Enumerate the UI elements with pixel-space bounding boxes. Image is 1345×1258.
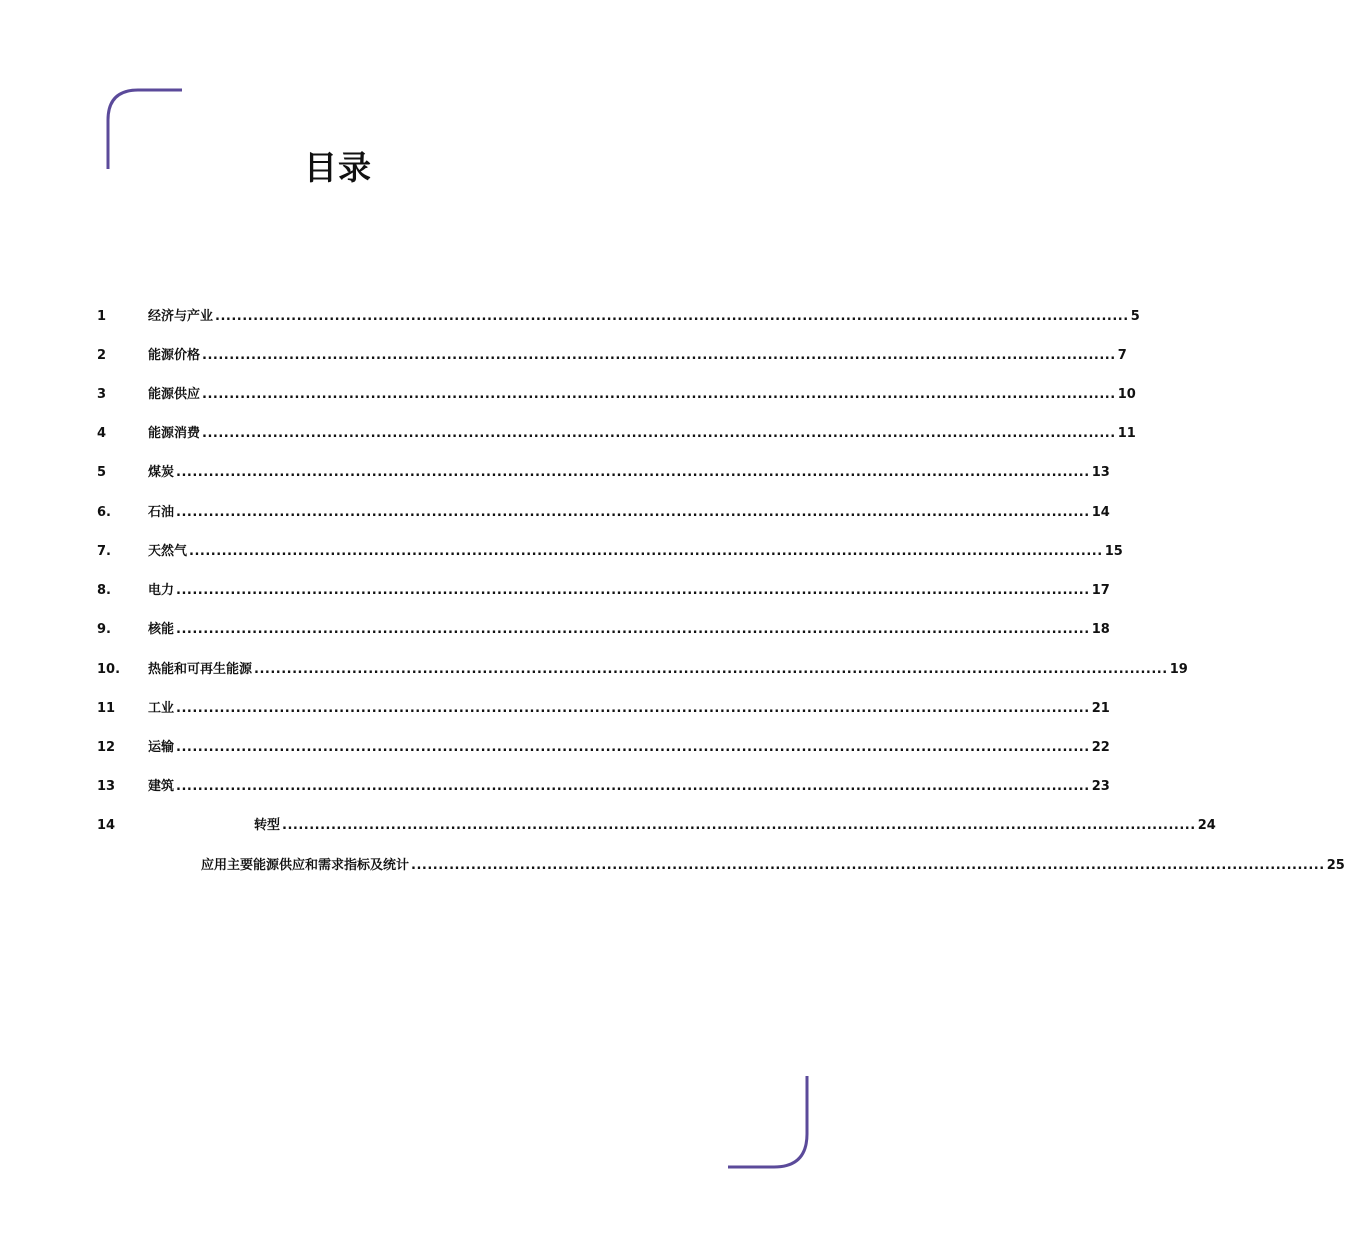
toc-leader-dots: ........................................................................................................................................................................ bbox=[202, 426, 1116, 441]
toc-entry-11[interactable] bbox=[0, 699, 1110, 719]
toc-title: 石油 bbox=[148, 505, 175, 520]
toc-leader-dots: ........................................................................................................................................................................ bbox=[189, 544, 1103, 559]
toc-leader-dots: ........................................................................................................................................................................ bbox=[282, 818, 1196, 833]
toc-page-number: 17 bbox=[1091, 583, 1110, 598]
toc-leader-dots: ........................................................................................................................................................................ bbox=[215, 309, 1129, 324]
toc-title: 工业 bbox=[148, 701, 175, 716]
toc-entry-8[interactable] bbox=[0, 581, 1110, 601]
toc-number: 13 bbox=[97, 779, 116, 794]
toc-page-number: 19 bbox=[1169, 662, 1188, 677]
toc-entry-5[interactable] bbox=[0, 463, 1110, 483]
toc-title: 建筑 bbox=[148, 779, 175, 794]
toc-entry-3[interactable] bbox=[0, 385, 1136, 405]
toc-leader-dots: ........................................................................................................................................................................ bbox=[176, 701, 1090, 716]
toc-entry-6[interactable] bbox=[0, 503, 1110, 523]
toc-entry-appendix[interactable] bbox=[0, 856, 1345, 876]
toc-title: 经济与产业 bbox=[148, 309, 214, 324]
toc-title: 运输 bbox=[148, 740, 175, 755]
toc-number: 3 bbox=[97, 387, 107, 402]
toc-page-number: 22 bbox=[1091, 740, 1110, 755]
toc-entry-13[interactable] bbox=[0, 777, 1110, 797]
toc-leader-dots: ........................................................................................................................................................................ bbox=[176, 505, 1090, 520]
toc-number: 4 bbox=[97, 426, 107, 441]
toc-entry-14[interactable] bbox=[0, 816, 1216, 836]
toc-number: 12 bbox=[97, 740, 116, 755]
toc-number: 14 bbox=[97, 818, 116, 833]
toc-number: 11 bbox=[97, 701, 116, 716]
toc-leader-dots: ........................................................................................................................................................................ bbox=[176, 583, 1090, 598]
toc-leader-dots: ........................................................................................................................................................................ bbox=[176, 465, 1090, 480]
toc-title: 核能 bbox=[148, 622, 175, 637]
toc-number: 9. bbox=[97, 622, 111, 637]
toc-leader-dots: ........................................................................................................................................................................ bbox=[411, 858, 1325, 873]
toc-number: 2 bbox=[97, 348, 107, 363]
corner-decoration-bottom-right bbox=[728, 1076, 810, 1170]
toc-number: 8. bbox=[97, 583, 111, 598]
toc-page-number: 21 bbox=[1091, 701, 1110, 716]
toc-entry-10[interactable] bbox=[0, 660, 1188, 680]
toc-leader-dots: ........................................................................................................................................................................ bbox=[176, 740, 1090, 755]
corner-decoration-top-left bbox=[106, 88, 182, 170]
toc-title: 能源供应 bbox=[148, 387, 201, 402]
toc-title: 能源价格 bbox=[148, 348, 201, 363]
toc-number: 5 bbox=[97, 465, 107, 480]
toc-number: 6. bbox=[97, 505, 111, 520]
toc-title: 应用主要能源供应和需求指标及统计 bbox=[201, 858, 410, 873]
toc-page-number: 14 bbox=[1091, 505, 1110, 520]
toc-title: 转型 bbox=[254, 818, 281, 833]
toc-page-number: 10 bbox=[1117, 387, 1136, 402]
toc-page-number: 7 bbox=[1117, 348, 1127, 363]
toc-page-number: 18 bbox=[1091, 622, 1110, 637]
toc-number: 7. bbox=[97, 544, 111, 559]
toc-page-number: 25 bbox=[1326, 858, 1345, 873]
toc-title: 热能和可再生能源 bbox=[148, 662, 253, 677]
toc-leader-dots: ........................................................................................................................................................................ bbox=[254, 662, 1168, 677]
toc-entry-9[interactable] bbox=[0, 620, 1110, 640]
toc-page-number: 13 bbox=[1091, 465, 1110, 480]
toc-title: 电力 bbox=[148, 583, 175, 598]
toc-page-number: 11 bbox=[1117, 426, 1136, 441]
toc-leader-dots: ........................................................................................................................................................................ bbox=[202, 387, 1116, 402]
toc-page-number: 24 bbox=[1197, 818, 1216, 833]
toc-leader-dots: ........................................................................................................................................................................ bbox=[176, 779, 1090, 794]
toc-leader-dots: ........................................................................................................................................................................ bbox=[176, 622, 1090, 637]
toc-title: 煤炭 bbox=[148, 465, 175, 480]
toc-entry-1[interactable] bbox=[0, 307, 1140, 327]
toc-title: 天然气 bbox=[148, 544, 188, 559]
toc-entry-2[interactable] bbox=[0, 346, 1127, 366]
toc-number: 1 bbox=[97, 309, 107, 324]
page-title: 目录 bbox=[304, 148, 372, 187]
toc-entry-12[interactable] bbox=[0, 738, 1110, 758]
toc-entry-7[interactable] bbox=[0, 542, 1123, 562]
toc-page-number: 15 bbox=[1104, 544, 1123, 559]
toc-number: 10. bbox=[97, 662, 121, 677]
toc-leader-dots: ........................................................................................................................................................................ bbox=[202, 348, 1116, 363]
toc-entry-4[interactable] bbox=[0, 424, 1136, 444]
toc-page-number: 5 bbox=[1130, 309, 1140, 324]
toc-page-number: 23 bbox=[1091, 779, 1110, 794]
toc-title: 能源消费 bbox=[148, 426, 201, 441]
